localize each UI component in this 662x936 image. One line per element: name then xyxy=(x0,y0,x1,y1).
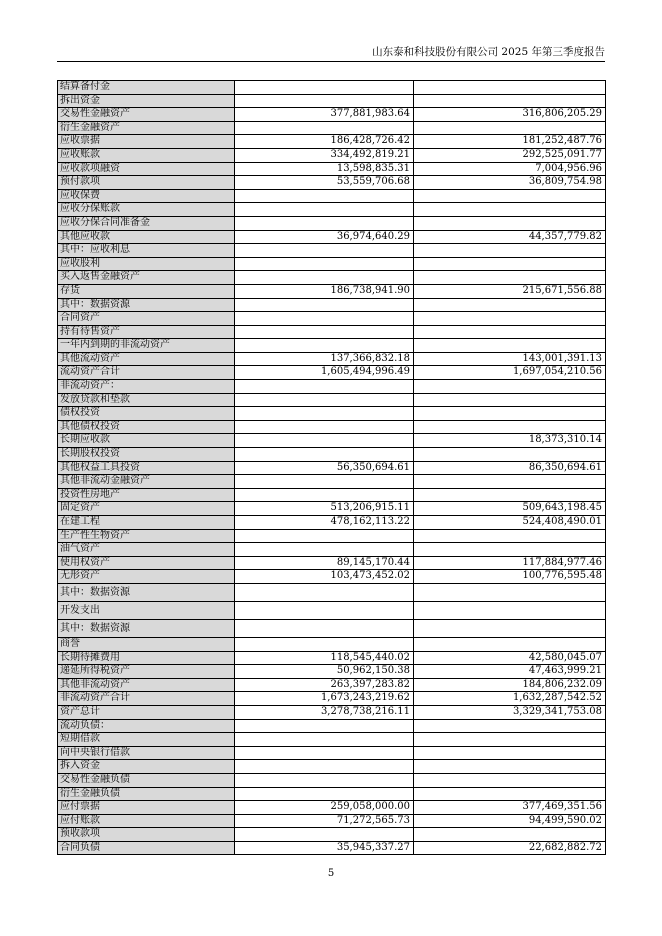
table-row xyxy=(58,162,606,176)
current-period-value xyxy=(235,203,414,217)
prior-period-value xyxy=(414,271,606,285)
row-label: 开发支出 xyxy=(58,601,235,619)
prior-period-value xyxy=(414,637,606,651)
table-row xyxy=(58,380,606,394)
row-label: 非流动资产： xyxy=(58,380,235,394)
prior-period-value: 184,806,232.09 xyxy=(414,678,606,692)
prior-period-value: 181,252,487.76 xyxy=(414,135,606,149)
current-period-value xyxy=(235,189,414,203)
header-rule xyxy=(57,61,605,62)
row-label: 衍生金融资产 xyxy=(58,121,235,135)
current-period-value: 118,545,440.02 xyxy=(235,651,414,665)
current-period-value: 513,206,915.11 xyxy=(235,502,414,516)
prior-period-value: 36,809,754.98 xyxy=(414,176,606,190)
current-period-value xyxy=(235,420,414,434)
prior-period-value xyxy=(414,203,606,217)
table-row xyxy=(58,312,606,326)
prior-period-value xyxy=(414,393,606,407)
current-period-value: 478,162,113.22 xyxy=(235,516,414,530)
prior-period-value: 377,469,351.56 xyxy=(414,801,606,815)
row-label: 应收账款 xyxy=(58,148,235,162)
row-label: 递延所得税资产 xyxy=(58,665,235,679)
page-header: 山东泰和科技股份有限公司 2025 年第三季度报告 xyxy=(372,46,605,58)
current-period-value: 103,473,452.02 xyxy=(235,570,414,584)
table-row xyxy=(58,665,606,679)
table-row xyxy=(58,148,606,162)
row-label: 其他债权投资 xyxy=(58,420,235,434)
prior-period-value: 18,373,310.14 xyxy=(414,434,606,448)
row-label: 应收款项融资 xyxy=(58,162,235,176)
table-row xyxy=(58,746,606,760)
row-label: 应收保费 xyxy=(58,189,235,203)
row-label: 其中：数据资源 xyxy=(58,619,235,637)
prior-period-value: 292,525,091.77 xyxy=(414,148,606,162)
current-period-value xyxy=(235,81,414,95)
current-period-value xyxy=(235,434,414,448)
table-row xyxy=(58,94,606,108)
row-label: 其中：应收利息 xyxy=(58,244,235,258)
table-row xyxy=(58,556,606,570)
prior-period-value: 86,350,694.61 xyxy=(414,461,606,475)
prior-period-value xyxy=(414,339,606,353)
current-period-value xyxy=(235,271,414,285)
prior-period-value xyxy=(414,407,606,421)
row-label: 存货 xyxy=(58,284,235,298)
table-row xyxy=(58,203,606,217)
row-label: 应收分保合同准备金 xyxy=(58,216,235,230)
table-row xyxy=(58,420,606,434)
page-number: 5 xyxy=(327,868,335,879)
table-row xyxy=(58,434,606,448)
current-period-value: 263,397,283.82 xyxy=(235,678,414,692)
prior-period-value xyxy=(414,488,606,502)
prior-period-value: 117,884,977.46 xyxy=(414,556,606,570)
prior-period-value: 100,776,595.48 xyxy=(414,570,606,584)
row-label: 债权投资 xyxy=(58,407,235,421)
table-row xyxy=(58,529,606,543)
current-period-value xyxy=(235,828,414,842)
row-label: 投资性房地产 xyxy=(58,488,235,502)
current-period-value xyxy=(235,637,414,651)
prior-period-value: 1,632,287,542.52 xyxy=(414,692,606,706)
prior-period-value xyxy=(414,216,606,230)
prior-period-value xyxy=(414,475,606,489)
table-row xyxy=(58,692,606,706)
current-period-value xyxy=(235,121,414,135)
row-label: 买入返售金融资产 xyxy=(58,271,235,285)
prior-period-value xyxy=(414,325,606,339)
prior-period-value: 47,463,999.21 xyxy=(414,665,606,679)
current-period-value: 377,881,983.64 xyxy=(235,108,414,122)
current-period-value xyxy=(235,583,414,601)
table-row xyxy=(58,461,606,475)
current-period-value xyxy=(235,543,414,557)
current-period-value xyxy=(235,216,414,230)
row-label: 其他权益工具投资 xyxy=(58,461,235,475)
prior-period-value xyxy=(414,746,606,760)
row-label: 流动资产合计 xyxy=(58,366,235,380)
current-period-value: 186,428,726.42 xyxy=(235,135,414,149)
current-period-value xyxy=(235,733,414,747)
table-row xyxy=(58,108,606,122)
table-row xyxy=(58,366,606,380)
table-row xyxy=(58,475,606,489)
table-row xyxy=(58,189,606,203)
row-label: 其中：数据资源 xyxy=(58,298,235,312)
table-row xyxy=(58,841,606,855)
row-label: 固定资产 xyxy=(58,502,235,516)
row-label: 商誉 xyxy=(58,637,235,651)
row-label: 应收票据 xyxy=(58,135,235,149)
prior-period-value xyxy=(414,529,606,543)
row-label: 应付账款 xyxy=(58,814,235,828)
table-row xyxy=(58,244,606,258)
prior-period-value xyxy=(414,787,606,801)
row-label: 拆出资金 xyxy=(58,94,235,108)
current-period-value xyxy=(235,760,414,774)
current-period-value: 186,738,941.90 xyxy=(235,284,414,298)
row-label: 无形资产 xyxy=(58,570,235,584)
table-row xyxy=(58,448,606,462)
row-label: 在建工程 xyxy=(58,516,235,530)
current-period-value xyxy=(235,448,414,462)
row-label: 应收分保账款 xyxy=(58,203,235,217)
prior-period-value xyxy=(414,773,606,787)
row-label: 其他流动资产 xyxy=(58,352,235,366)
table-row xyxy=(58,121,606,135)
prior-period-value xyxy=(414,189,606,203)
prior-period-value: 143,001,391.13 xyxy=(414,352,606,366)
prior-period-value: 1,697,054,210.56 xyxy=(414,366,606,380)
table-row xyxy=(58,135,606,149)
prior-period-value: 42,580,045.07 xyxy=(414,651,606,665)
row-label: 应收股利 xyxy=(58,257,235,271)
prior-period-value xyxy=(414,601,606,619)
row-label: 结算备付金 xyxy=(58,81,235,95)
row-label: 预收款项 xyxy=(58,828,235,842)
row-label: 其他应收款 xyxy=(58,230,235,244)
table-row xyxy=(58,719,606,733)
current-period-value: 259,058,000.00 xyxy=(235,801,414,815)
current-period-value xyxy=(235,746,414,760)
table-row xyxy=(58,678,606,692)
row-label: 向中央银行借款 xyxy=(58,746,235,760)
table-row xyxy=(58,352,606,366)
row-label: 资产总计 xyxy=(58,705,235,719)
prior-period-value: 316,806,205.29 xyxy=(414,108,606,122)
table-row xyxy=(58,760,606,774)
current-period-value xyxy=(235,257,414,271)
prior-period-value xyxy=(414,244,606,258)
current-period-value: 50,962,150.38 xyxy=(235,665,414,679)
row-label: 持有待售资产 xyxy=(58,325,235,339)
table-row xyxy=(58,601,606,619)
table-row xyxy=(58,393,606,407)
table-row xyxy=(58,284,606,298)
prior-period-value: 94,499,590.02 xyxy=(414,814,606,828)
balance-sheet-table xyxy=(57,80,606,855)
table-row xyxy=(58,488,606,502)
current-period-value xyxy=(235,298,414,312)
row-label: 合同资产 xyxy=(58,312,235,326)
current-period-value xyxy=(235,529,414,543)
current-period-value: 35,945,337.27 xyxy=(235,841,414,855)
current-period-value: 13,598,835.31 xyxy=(235,162,414,176)
prior-period-value: 22,682,882.72 xyxy=(414,841,606,855)
table-row xyxy=(58,81,606,95)
table-row xyxy=(58,570,606,584)
table-row xyxy=(58,176,606,190)
prior-period-value xyxy=(414,312,606,326)
current-period-value: 334,492,819.21 xyxy=(235,148,414,162)
current-period-value xyxy=(235,393,414,407)
prior-period-value xyxy=(414,543,606,557)
table-row xyxy=(58,257,606,271)
row-label: 油气资产 xyxy=(58,543,235,557)
prior-period-value xyxy=(414,121,606,135)
row-label: 短期借款 xyxy=(58,733,235,747)
row-label: 交易性金融资产 xyxy=(58,108,235,122)
table-row xyxy=(58,502,606,516)
row-label: 应付票据 xyxy=(58,801,235,815)
table-row xyxy=(58,407,606,421)
current-period-value xyxy=(235,601,414,619)
current-period-value: 1,605,494,996.49 xyxy=(235,366,414,380)
prior-period-value xyxy=(414,257,606,271)
current-period-value: 71,272,565.73 xyxy=(235,814,414,828)
table-row xyxy=(58,516,606,530)
row-label: 其他非流动资产 xyxy=(58,678,235,692)
prior-period-value: 44,357,779.82 xyxy=(414,230,606,244)
prior-period-value xyxy=(414,448,606,462)
current-period-value xyxy=(235,380,414,394)
current-period-value xyxy=(235,407,414,421)
table-row xyxy=(58,733,606,747)
prior-period-value xyxy=(414,94,606,108)
row-label: 其他非流动金融资产 xyxy=(58,475,235,489)
row-label: 使用权资产 xyxy=(58,556,235,570)
prior-period-value xyxy=(414,760,606,774)
current-period-value xyxy=(235,488,414,502)
table-row xyxy=(58,705,606,719)
prior-period-value xyxy=(414,828,606,842)
row-label: 非流动资产合计 xyxy=(58,692,235,706)
current-period-value xyxy=(235,719,414,733)
row-label: 一年内到期的非流动资产 xyxy=(58,339,235,353)
current-period-value xyxy=(235,475,414,489)
prior-period-value: 7,004,956.96 xyxy=(414,162,606,176)
current-period-value xyxy=(235,787,414,801)
row-label: 预付款项 xyxy=(58,176,235,190)
prior-period-value xyxy=(414,733,606,747)
prior-period-value xyxy=(414,719,606,733)
table-row xyxy=(58,651,606,665)
current-period-value xyxy=(235,244,414,258)
current-period-value xyxy=(235,619,414,637)
current-period-value: 1,673,243,219.62 xyxy=(235,692,414,706)
row-label: 交易性金融负债 xyxy=(58,773,235,787)
prior-period-value xyxy=(414,619,606,637)
table-row xyxy=(58,325,606,339)
prior-period-value xyxy=(414,81,606,95)
row-label: 衍生金融负债 xyxy=(58,787,235,801)
prior-period-value: 524,408,490.01 xyxy=(414,516,606,530)
prior-period-value: 215,671,556.88 xyxy=(414,284,606,298)
current-period-value: 3,278,738,216.11 xyxy=(235,705,414,719)
row-label: 长期待摊费用 xyxy=(58,651,235,665)
table-row xyxy=(58,543,606,557)
table-row xyxy=(58,339,606,353)
row-label: 流动负债： xyxy=(58,719,235,733)
table-row xyxy=(58,583,606,601)
row-label: 其中：数据资源 xyxy=(58,583,235,601)
balance-sheet-body xyxy=(58,81,606,855)
current-period-value: 137,366,832.18 xyxy=(235,352,414,366)
table-row xyxy=(58,801,606,815)
table-row xyxy=(58,814,606,828)
row-label: 长期应收款 xyxy=(58,434,235,448)
table-row xyxy=(58,828,606,842)
row-label: 长期股权投资 xyxy=(58,448,235,462)
table-row xyxy=(58,230,606,244)
row-label: 发放贷款和垫款 xyxy=(58,393,235,407)
row-label: 生产性生物资产 xyxy=(58,529,235,543)
current-period-value xyxy=(235,773,414,787)
prior-period-value xyxy=(414,298,606,312)
prior-period-value xyxy=(414,380,606,394)
prior-period-value: 3,329,341,753.08 xyxy=(414,705,606,719)
table-row xyxy=(58,619,606,637)
current-period-value: 36,974,640.29 xyxy=(235,230,414,244)
table-row xyxy=(58,637,606,651)
table-row xyxy=(58,298,606,312)
prior-period-value: 509,643,198.45 xyxy=(414,502,606,516)
row-label: 拆入资金 xyxy=(58,760,235,774)
row-label: 合同负债 xyxy=(58,841,235,855)
table-row xyxy=(58,787,606,801)
current-period-value xyxy=(235,312,414,326)
current-period-value: 53,559,706.68 xyxy=(235,176,414,190)
current-period-value: 56,350,694.61 xyxy=(235,461,414,475)
current-period-value xyxy=(235,339,414,353)
current-period-value xyxy=(235,325,414,339)
prior-period-value xyxy=(414,583,606,601)
table-row xyxy=(58,271,606,285)
prior-period-value xyxy=(414,420,606,434)
current-period-value: 89,145,170.44 xyxy=(235,556,414,570)
table-row xyxy=(58,773,606,787)
table-row xyxy=(58,216,606,230)
current-period-value xyxy=(235,94,414,108)
